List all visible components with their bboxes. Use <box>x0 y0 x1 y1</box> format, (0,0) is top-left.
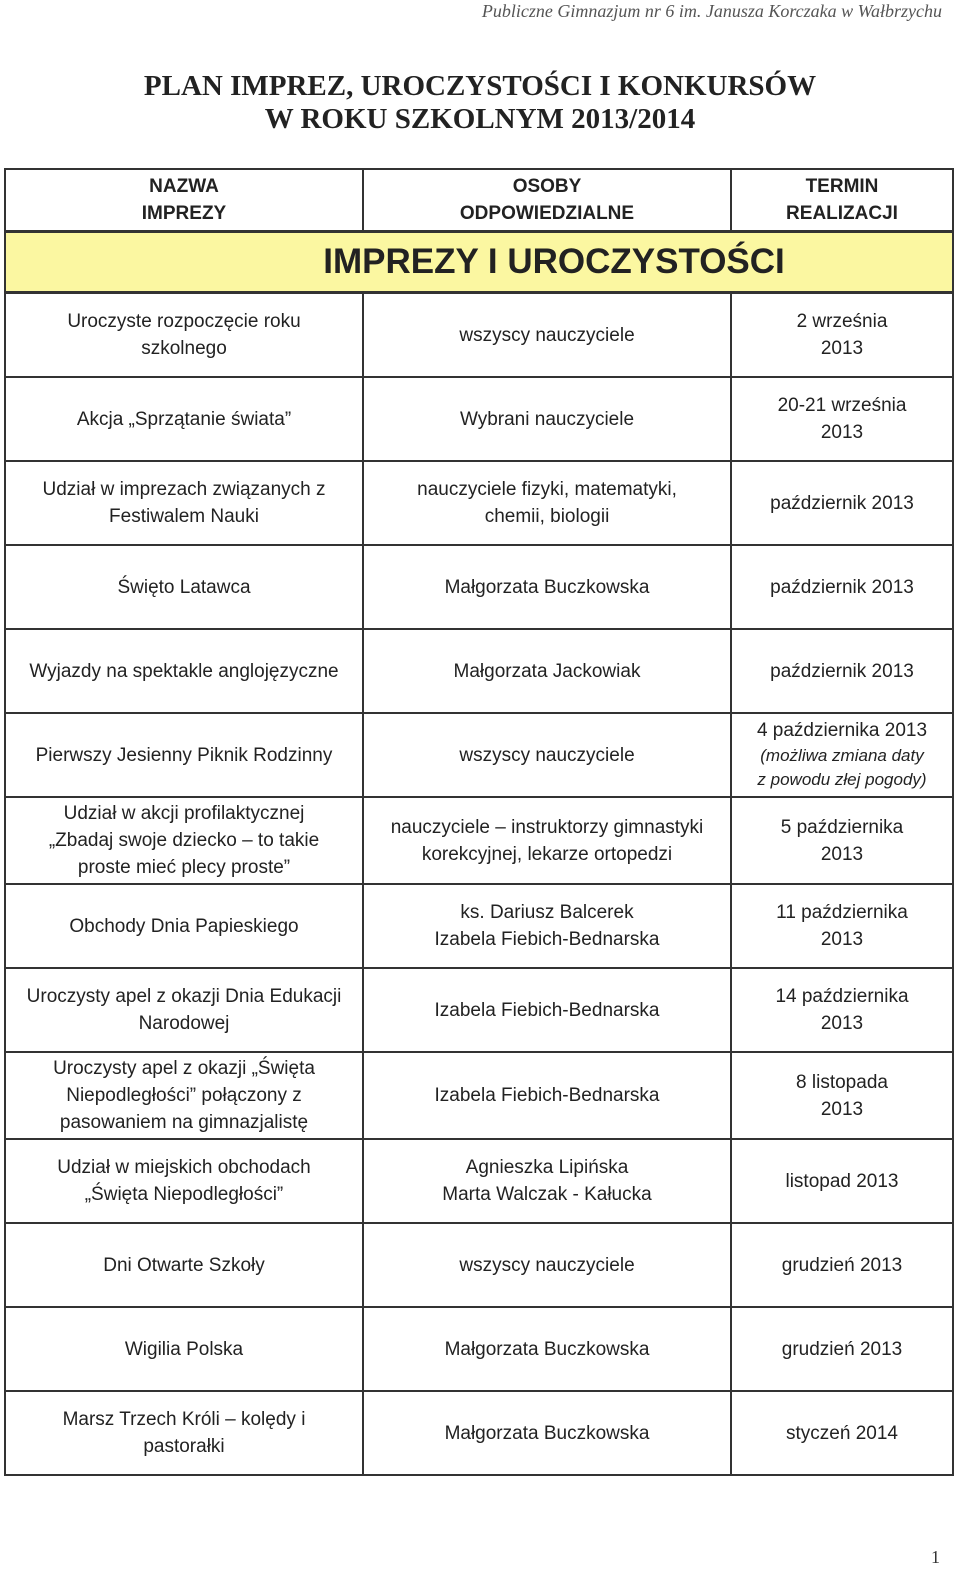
table-row <box>5 1052 953 1139</box>
responsible-persons-cell: Małgorzata Buczkowska <box>363 1391 731 1475</box>
responsible-persons-cell: ks. Dariusz Balcerek Izabela Fiebich-Bednarska <box>363 884 731 968</box>
title-line-2: W ROKU SZKOLNYM 2013/2014 <box>264 103 696 135</box>
event-date-cell: 11 października 2013 <box>731 884 953 968</box>
table-row <box>5 968 953 1052</box>
table-row <box>5 1391 953 1475</box>
event-date-cell: grudzień 2013 <box>731 1223 953 1307</box>
event-date-cell: 20-21 września 2013 <box>731 377 953 461</box>
table-header-row <box>5 169 953 232</box>
responsible-persons-cell: Izabela Fiebich-Bednarska <box>363 968 731 1052</box>
event-name-cell: Święto Latawca <box>5 545 363 629</box>
event-date-cell: październik 2013 <box>731 629 953 713</box>
column-header-name: NAZWA IMPREZY <box>5 169 363 232</box>
event-name-cell: Obchody Dnia Papieskiego <box>5 884 363 968</box>
document-title <box>0 70 960 136</box>
section-title <box>5 232 953 293</box>
event-date-cell: 2 września 2013 <box>731 293 953 378</box>
table-row <box>5 377 953 461</box>
event-name-cell: Pierwszy Jesienny Piknik Rodzinny <box>5 713 363 797</box>
event-name-cell: Wigilia Polska <box>5 1307 363 1391</box>
responsible-persons-cell: Agnieszka Lipińska Marta Walczak - Kałucka <box>363 1139 731 1223</box>
event-name-cell: Uroczysty apel z okazji „Święta Niepodległości” połączony z pasowaniem na gimnazjalistę <box>5 1052 363 1139</box>
responsible-persons-cell: wszyscy nauczyciele <box>363 293 731 378</box>
table-row <box>5 1139 953 1223</box>
table-row <box>5 884 953 968</box>
page-number: 1 <box>931 1547 940 1567</box>
event-date-note: (możliwa zmiana daty z powodu złej pogody) <box>757 746 927 789</box>
event-date-cell: 8 listopada 2013 <box>731 1052 953 1139</box>
table-row <box>5 545 953 629</box>
events-table <box>4 168 954 1476</box>
event-name-cell: Uroczysty apel z okazji Dnia Edukacji Narodowej <box>5 968 363 1052</box>
event-name-cell: Udział w akcji profilaktycznej „Zbadaj swoje dziecko – to takie proste mieć plecy proste” <box>5 797 363 884</box>
responsible-persons-cell: nauczyciele fizyki, matematyki, chemii, biologii <box>363 461 731 545</box>
event-date-cell: grudzień 2013 <box>731 1307 953 1391</box>
school-name-header: Publiczne Gimnazjum nr 6 im. Janusza Korczaka w Wałbrzychu <box>481 1 942 21</box>
table-row <box>5 1307 953 1391</box>
table-row <box>5 629 953 713</box>
event-name-cell: Wyjazdy na spektakle anglojęzyczne <box>5 629 363 713</box>
table-row <box>5 293 953 378</box>
column-header-date: TERMIN REALIZACJI <box>731 169 953 232</box>
responsible-persons-cell: Małgorzata Buczkowska <box>363 1307 731 1391</box>
event-name-cell: Udział w miejskich obchodach „Święta Niepodległości” <box>5 1139 363 1223</box>
responsible-persons-cell: wszyscy nauczyciele <box>363 713 731 797</box>
section-title-text: IMPREZY I UROCZYSTOŚCI <box>323 242 785 281</box>
section-header-row <box>5 232 953 293</box>
event-date-cell <box>731 713 953 797</box>
table-row <box>5 461 953 545</box>
responsible-persons-cell: Małgorzata Buczkowska <box>363 545 731 629</box>
responsible-persons-cell: Małgorzata Jackowiak <box>363 629 731 713</box>
event-name-cell: Akcja „Sprzątanie świata” <box>5 377 363 461</box>
responsible-persons-cell: Izabela Fiebich-Bednarska <box>363 1052 731 1139</box>
title-line-1: PLAN IMPREZ, UROCZYSTOŚCI I KONKURSÓW <box>143 70 817 102</box>
event-name-cell: Udział w imprezach związanych z Festiwalem Nauki <box>5 461 363 545</box>
event-date-cell: październik 2013 <box>731 461 953 545</box>
event-date-cell: styczeń 2014 <box>731 1391 953 1475</box>
column-header-persons: OSOBY ODPOWIEDZIALNE <box>363 169 731 232</box>
event-date-cell: listopad 2013 <box>731 1139 953 1223</box>
event-name-cell: Uroczyste rozpoczęcie roku szkolnego <box>5 293 363 378</box>
event-date-cell: 5 października 2013 <box>731 797 953 884</box>
responsible-persons-cell: Wybrani nauczyciele <box>363 377 731 461</box>
event-date-text: 4 października 2013 <box>756 720 928 741</box>
event-name-cell: Dni Otwarte Szkoły <box>5 1223 363 1307</box>
responsible-persons-cell: wszyscy nauczyciele <box>363 1223 731 1307</box>
event-name-cell: Marsz Trzech Króli – kolędy i pastorałki <box>5 1391 363 1475</box>
table-row <box>5 1223 953 1307</box>
table-row <box>5 797 953 884</box>
table-row <box>5 713 953 797</box>
event-date-cell: październik 2013 <box>731 545 953 629</box>
event-date-cell: 14 października 2013 <box>731 968 953 1052</box>
responsible-persons-cell: nauczyciele – instruktorzy gimnastyki korekcyjnej, lekarze ortopedzi <box>363 797 731 884</box>
